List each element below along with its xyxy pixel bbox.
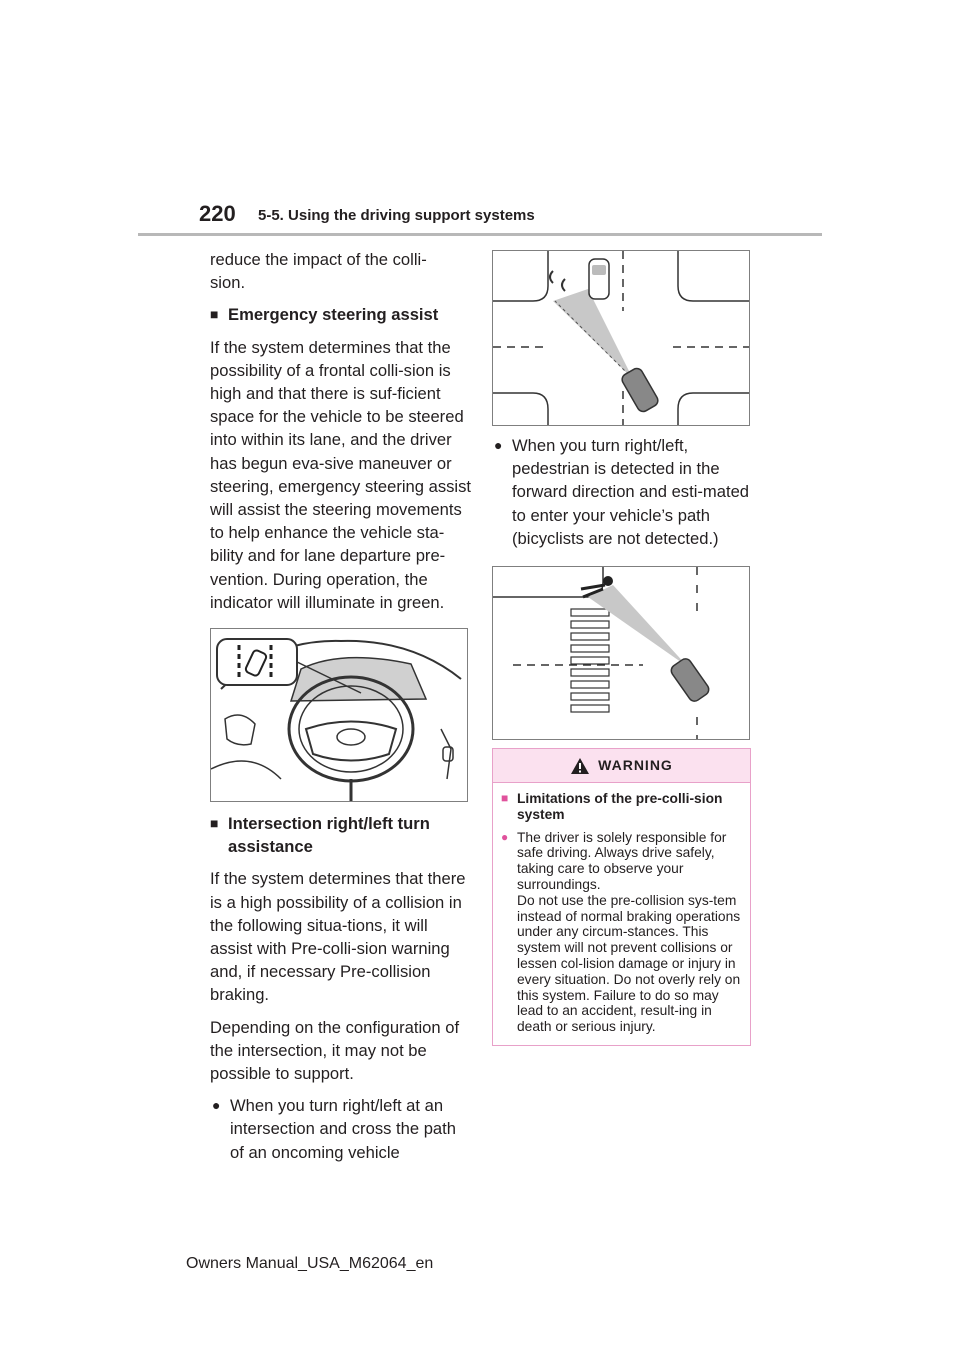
esa-heading xyxy=(210,303,472,326)
intersection-heading xyxy=(210,812,472,858)
bullet-item-pedestrian xyxy=(492,434,754,550)
pink-dot-icon: ● xyxy=(501,829,509,844)
bullet-oncoming-text: When you turn right/left at an intersection and cross the path of an oncoming vehicle xyxy=(230,1096,456,1162)
pedestrian-crossing-illustration xyxy=(492,566,750,740)
intersection-body-1: If the system determines that there is a high possibility of a collision in the following situa-tions, it will assist with Pre-colli-sion warning and, if necessary Pre-collision braking. xyxy=(210,869,466,1005)
intersection-heading-text: Intersection right/left turn assistance xyxy=(228,814,430,857)
section-title: 5-5. Using the driving support systems xyxy=(258,207,535,224)
oncoming-vehicle-illustration xyxy=(492,250,750,426)
page-number: 220 xyxy=(199,201,236,226)
warning-item-text: The driver is solely responsible for safe driving. Always drive safely, taking care to observe your surroundings. Do not use the pre-collision sys-tem instead of normal braking operations under any circum-stances. This system will not prevent collisions or lessen col-lision damage or injury in every situation. Do not overly rely on this system. Failure to do so may lead to an accident, result-ing in death or serious injury. xyxy=(517,829,741,1035)
pink-square-icon: ■ xyxy=(501,791,509,806)
warning-item xyxy=(501,830,742,1035)
warning-title: WARNING xyxy=(598,756,673,773)
warning-header xyxy=(493,749,750,783)
bullet-pedestrian-text: When you turn right/left, pedestrian is detected in the forward direction and esti-mated to enter your vehicle’s path (bicyclists are not detected.) xyxy=(512,436,750,548)
esa-body: If the system determines that the possibility of a frontal colli-sion is high and that there is suf-ficient space for the vehicle to be steered into within its lane, and the driver has begun eva-sive maneuver or steering, emergency steering assist will assist the steering movements to help enhance the vehicle sta-bility and for lane departure pre-vention. During operation, the indicator will illuminate in green. xyxy=(210,337,472,612)
intersection-body-2: Depending on the configuration of the intersection, it may not be possible to support. xyxy=(210,1017,460,1084)
black-dot-icon: ● xyxy=(212,1097,221,1114)
right-column xyxy=(492,248,754,1046)
warning-body xyxy=(493,783,750,1045)
bullet-item-oncoming xyxy=(210,1094,472,1164)
black-square-icon: ■ xyxy=(210,815,219,832)
steering-indicator-illustration xyxy=(210,628,468,802)
warning-box xyxy=(492,748,751,1046)
esa-heading-text: Emergency steering assist xyxy=(228,305,439,325)
warning-heading xyxy=(501,791,742,823)
left-column xyxy=(210,248,472,1174)
warning-heading-text: Limitations of the pre-colli-sion system xyxy=(517,791,723,822)
header-rule xyxy=(138,233,822,236)
intro-text: reduce the impact of the colli- sion. xyxy=(210,250,427,293)
black-square-icon: ■ xyxy=(210,306,219,323)
black-dot-icon: ● xyxy=(494,437,503,453)
warning-triangle-icon xyxy=(570,757,590,775)
footer-text: Owners Manual_USA_M62064_en xyxy=(186,1255,434,1272)
